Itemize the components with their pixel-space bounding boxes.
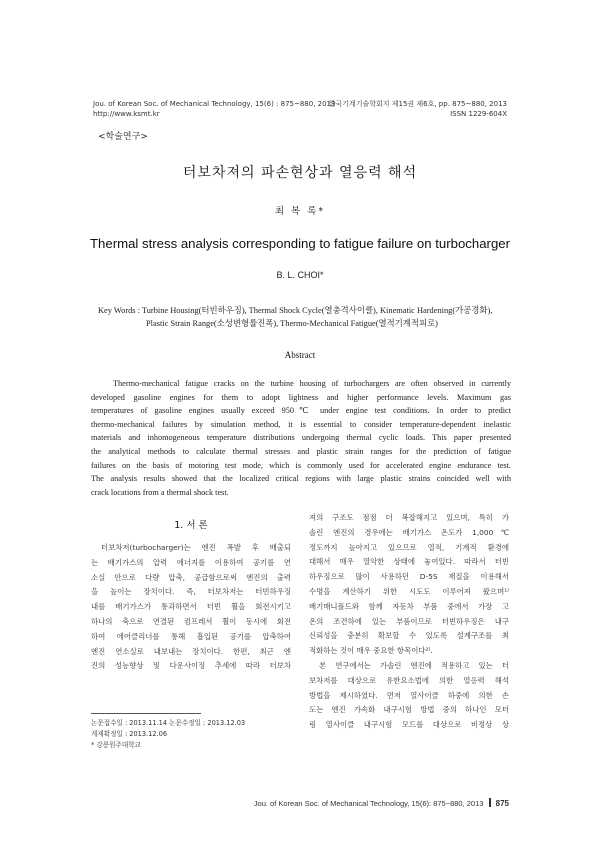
title-english: Thermal stress analysis corresponding to fatigue failure on turbocharger [89, 236, 511, 251]
article-category: <학술연구> [98, 132, 148, 142]
keywords-line: Key Words : Turbine Housing(터빈하우징), Thermal Shock Cycle(열충격사이클), Kinematic Hardening(가공경화), [98, 306, 493, 315]
body-line: 신뢰성을 충분히 확보할 수 있도록 설계구조를 최 [309, 631, 509, 641]
body-line: 정도까지 높아지고 있으므로 열적, 기계적 환경에 [309, 542, 509, 552]
abstract-line: temperatures of gasoline engines usually exceed 950℃ under engine test conditions. In order to predict [91, 406, 511, 416]
abstract-body [91, 377, 511, 499]
body-line: 도는 엔진 가속화 내구시험 방법 중의 하나인 모터 [309, 705, 509, 715]
author-korean: 최 복 록* [274, 206, 326, 217]
body-line: 하나의 축으로 연결된 컴프레서 휠이 동시에 회전 [91, 616, 291, 626]
body-line: 본 연구에서는 가솔린 엔진에 적용하고 있는 터 [319, 660, 509, 670]
footnote-divider [91, 713, 201, 714]
abstract-line: The analysis results showed that the localized critical regions with large plastic strains coincided well with [91, 474, 511, 484]
body-line: 엔진 연소실로 내보내는 장치이다. 한편, 최근 엔 [91, 646, 291, 656]
footer-divider [489, 798, 491, 807]
issn: ISSN 1229-604X [450, 110, 507, 118]
footnote-affiliation: * 강릉원주대학교 [91, 741, 141, 749]
footnote-received-revised: 논문접수일 : 2013.11.14 논문수정일 : 2013.12.03 [91, 719, 246, 727]
journal-header-left [93, 99, 335, 119]
abstract-heading: Abstract [284, 350, 316, 360]
body-line: 보차저를 대상으로 유한요소법에 의한 열응력 해석 [309, 675, 509, 685]
abstract-line: failures on the basis of motoring test mode, which is commonly used for accelerated engine endurance test. [91, 460, 511, 470]
keywords [98, 304, 518, 330]
body-line: 는 배기가스의 압력 에너지를 이용하여 공기를 연 [91, 557, 291, 567]
journal-citation: Jou. of Korean Soc. of Mechanical Technology, 15(6) : 875~880, 2013 [93, 100, 336, 108]
body-line: 온의 조건하에 있는 부품이므로 터빈하우징은 내구 [309, 616, 509, 626]
author-english: B. L. CHOI* [276, 270, 324, 280]
abstract-line: developed gasoline engines for them to adopt lightness and higher performance levels. Maximum gas [91, 392, 511, 402]
page-number: 875 [495, 799, 509, 808]
journal-url[interactable]: http://www.ksmt.kr [93, 110, 160, 118]
journal-citation-korean: 한국기계기술학회지 제15권 제6호, pp. 875~880, 2013 [328, 100, 507, 108]
body-line: 터보차저(turbocharger)는 엔진 폭발 후 배출되 [101, 543, 291, 552]
body-line: 대해서 매우 열악한 상태에 놓여있다. 따라서 터빈 [309, 557, 509, 567]
abstract-line: the analytical methods to calculate thermal stresses and plastic strain ranges for the prediction of fatigue [91, 446, 511, 456]
body-line: 방법을 제시하였다. 먼저 열사이클 하중에 의한 손 [309, 690, 509, 700]
body-line: 배기매니폴드와 함께 자동차 부품 중에서 가장 고 [309, 601, 509, 611]
abstract-line: materials and inhomogeneous temperature distributions undergoing thermal cyclic loads. This paper presented [91, 433, 511, 443]
abstract-line: Thermo-mechanical fatigue cracks on the turbine housing of turbochargers are often observed in currently [113, 379, 511, 388]
footnote-accepted: 게재확정일 : 2013.12.06 [91, 730, 168, 738]
footer-citation: Jou. of Korean Soc. of Mechanical Technology, 15(6): 875~880, 2013 [253, 799, 484, 808]
body-line: 링 열사이클 내구시험 모드를 대상으로 비정상 상 [309, 720, 509, 730]
abstract-line: crack locations from a thermal shock test. [91, 487, 229, 497]
body-line: 져의 구조도 점점 더 복잡해지고 있으며, 특히 가 [309, 513, 509, 522]
body-line: 하우징으로 많이 사용하던 D-5S 재질을 이용해서 [309, 572, 509, 582]
body-line: 내를 배기가스가 통과하면서 터빈 휠을 회전시키고 [91, 602, 291, 612]
body-column-left [91, 541, 291, 674]
footnotes [91, 718, 245, 751]
keywords-line: Plastic Strain Range(소성변형률진폭), Thermo-Mechanical Fatigue(열적기계적피로) [146, 319, 438, 328]
abstract-line: thermo-mechanical failures by simulation method, it is essential to consider temperature-dependent inelastic [91, 419, 511, 429]
body-line: 진의 성능향상 및 다운사이징 추세에 따라 터보차 [91, 661, 291, 671]
journal-header-right [329, 99, 507, 119]
body-column-right [309, 511, 509, 733]
body-line: 하여 에어클리너를 통해 흡입된 공기를 압축하여 [91, 631, 291, 641]
body-line: 수명을 계산하기 위한 시도도 이루어져 왔으며¹⁾ [309, 586, 509, 596]
page-footer [254, 798, 509, 808]
section-heading-introduction: 1. 서 론 [174, 520, 208, 531]
body-line: 적화하는 것이 매우 중요한 항목이다²⁾. [309, 646, 433, 656]
body-line: 을 높이는 장치이다. 즉, 터보차저는 터빈하우징 [91, 587, 291, 597]
body-line: 소실 안으로 다량 압축, 공급함으로써 엔진의 출력 [91, 572, 291, 582]
title-korean: 터보차져의 파손현상과 열응력 해석 [182, 165, 418, 181]
body-line: 솔린 엔진의 경우에는 배기가스 온도가 1,000℃ [309, 527, 509, 537]
